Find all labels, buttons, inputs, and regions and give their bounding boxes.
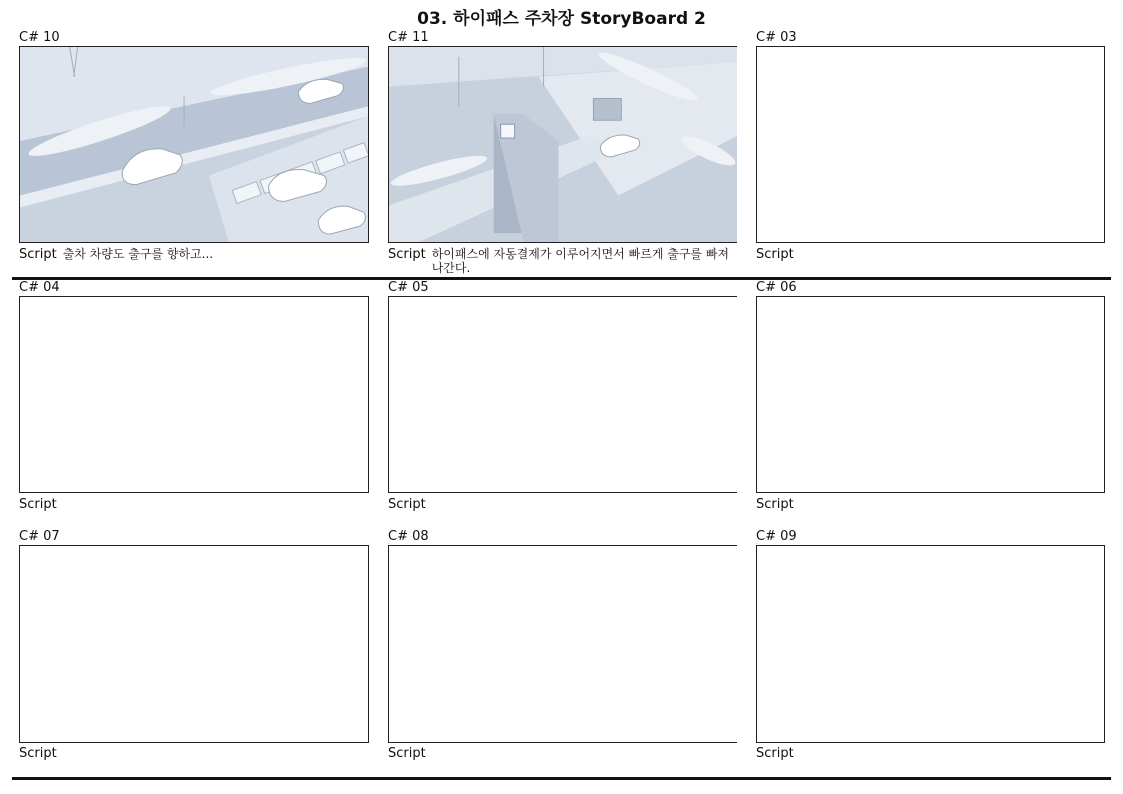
page-title: 03. 하이패스 주차장 StoryBoard 2 [417, 9, 706, 29]
script-row [756, 247, 794, 263]
script-row [19, 746, 57, 762]
cut-frame-11 [388, 46, 737, 243]
cut-frame-09 [756, 545, 1105, 743]
cut-label: C# 07 [19, 529, 60, 544]
cut-label: C# 03 [756, 30, 797, 45]
script-label: Script [756, 247, 794, 262]
script-label: Script [388, 746, 426, 761]
cut-frame-06 [756, 296, 1105, 493]
row-divider [12, 277, 1111, 280]
script-label: Script [19, 497, 57, 512]
script-row [19, 497, 57, 513]
script-label: Script [756, 497, 794, 512]
cut-frame-07 [19, 545, 369, 743]
cut-label: C# 05 [388, 280, 429, 295]
script-label: Script [388, 247, 426, 262]
cut-label: C# 09 [756, 529, 797, 544]
cut-label: C# 08 [388, 529, 429, 544]
cut-frame-03 [756, 46, 1105, 243]
cut-frame-05 [388, 296, 737, 493]
bottom-divider [12, 777, 1111, 780]
script-label: Script [388, 497, 426, 512]
script-row [388, 746, 426, 762]
script-row [19, 247, 363, 263]
script-row [388, 497, 426, 513]
cut-label: C# 11 [388, 30, 429, 45]
cut-frame-08 [388, 545, 737, 743]
hipass-gate-car-image [389, 47, 737, 242]
script-row [388, 247, 732, 275]
script-label: Script [19, 247, 57, 262]
script-label: Script [756, 746, 794, 761]
cut-label: C# 06 [756, 280, 797, 295]
script-row [756, 497, 794, 513]
cut-label: C# 04 [19, 280, 60, 295]
cut-frame-10 [19, 46, 369, 243]
script-row [756, 746, 794, 762]
parking-exit-car-image [20, 47, 368, 242]
cut-label: C# 10 [19, 30, 60, 45]
script-text: 출차 차량도 출구를 향하고... [62, 247, 214, 261]
script-text: 하이패스에 자동결제가 이루어지면서 빠르게 출구를 빠져 나간다. [431, 247, 730, 275]
script-label: Script [19, 746, 57, 761]
cut-frame-04 [19, 296, 369, 493]
